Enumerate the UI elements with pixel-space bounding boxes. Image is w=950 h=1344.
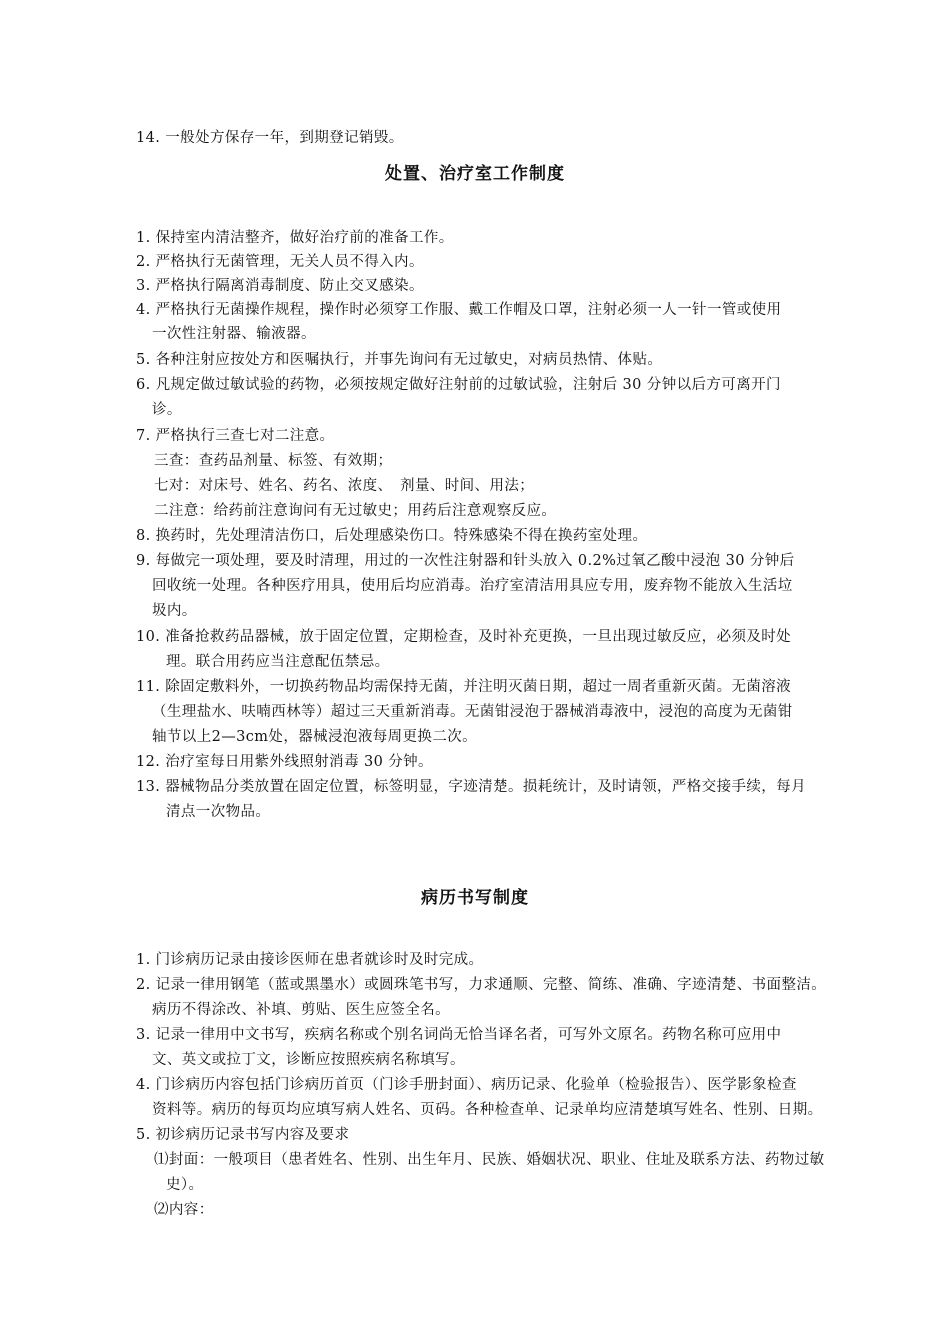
rule-line: 11. 除固定敷料外，一切换药物品均需保持无菌，并注明灭菌日期，超过一周者重新灭菌。无菌溶液 — [136, 679, 792, 695]
rule-line: 12. 治疗室每日用紫外线照射消毒 30 分钟。 — [136, 754, 433, 770]
rule-line-continued: 理。联合用药应当注意配伍禁忌。 — [166, 654, 390, 670]
rule-subitem: 三查：查药品剂量、标签、有效期； — [154, 453, 393, 469]
rule-line-continued: 轴节以上2—3cm处，器械浸泡液每周更换二次。 — [152, 729, 478, 745]
rule-line-continued: （生理盐水、呋喃西林等）超过三天重新消毒。无菌钳浸泡于器械消毒液中，浸泡的高度为无菌钳 — [152, 704, 793, 720]
rule-line: 5. 初诊病历记录书写内容及要求 — [136, 1127, 350, 1143]
rule-line: 13. 器械物品分类放置在固定位置，标签明显，字迹清楚。损耗统计，及时请领，严格交接手续，每月 — [136, 779, 806, 795]
rule-line-continued: 一次性注射器、输液器。 — [152, 326, 316, 342]
rule-line-continued: 病历不得涂改、补填、剪贴、医生应签全名。 — [152, 1002, 450, 1018]
rule-line: 5. 各种注射应按处方和医嘱执行，并事先询问有无过敏史，对病员热情、体贴。 — [136, 352, 663, 368]
rule-line: 2. 严格执行无菌管理，无关人员不得入内。 — [136, 254, 424, 270]
rule-line-continued: 清点一次物品。 — [166, 804, 271, 820]
section-title: 处置、治疗室工作制度 — [385, 164, 565, 184]
rule-line: 1. 门诊病历记录由接诊医师在患者就诊时及时完成。 — [136, 952, 484, 968]
rule-line-continued: 史）。 — [166, 1177, 204, 1193]
rule-line: 10. 准备抢救药品器械，放于固定位置，定期检查，及时补充更换，一旦出现过敏反应，必须及时处 — [136, 629, 792, 645]
rule-subitem: 二注意：给药前注意询问有无过敏史；用药后注意观察反应。 — [154, 503, 557, 519]
rule-line-continued: 诊。 — [152, 402, 182, 418]
rule-line: 3. 严格执行隔离消毒制度、防止交叉感染。 — [136, 278, 424, 294]
rule-subitem: 七对：对床号、姓名、药名、浓度、 剂量、时间、用法； — [154, 478, 535, 494]
rule-line: 4. 严格执行无菌操作规程，操作时必须穿工作服、戴工作帽及口罩，注射必须一人一针一管或使用 — [136, 302, 782, 318]
section-title: 病历书写制度 — [421, 888, 529, 908]
rule-line: 8. 换药时，先处理清洁伤口，后处理感染伤口。特殊感染不得在换药室处理。 — [136, 528, 648, 544]
rule-subitem: ⑴封面：一般项目（患者姓名、性别、出生年月、民族、婚姻状况、职业、住址及联系方法、药物过敏 — [154, 1152, 825, 1168]
rule-line-continued: 资料等。病历的每页均应填写病人姓名、页码。各种检查单、记录单均应清楚填写姓名、性别、日期。 — [152, 1102, 823, 1118]
rule-line: 4. 门诊病历内容包括门诊病历首页（门诊手册封面）、病历记录、化验单（检验报告）、医学影象检查 — [136, 1077, 797, 1093]
rule-line: 3. 记录一律用中文书写，疾病名称或个别名词尚无恰当译名者，可写外文原名。药物名称可应用中 — [136, 1027, 782, 1043]
rule-line-continued: 回收统一处理。各种医疗用具，使用后均应消毒。治疗室清洁用具应专用，废弃物不能放入生活垃 — [152, 578, 793, 594]
rule-line: 7. 严格执行三查七对二注意。 — [136, 428, 335, 444]
rule-subitem: ⑵内容： — [154, 1202, 214, 1218]
rule-line-continued: 文、英文或拉丁文，诊断应按照疾病名称填写。 — [152, 1052, 465, 1068]
rule-line: 9. 每做完一项处理，要及时清理，用过的一次性注射器和针头放入 0.2%过氧乙酸中浸泡 30 分钟后 — [136, 553, 795, 569]
rule-line: 2. 记录一律用钢笔（蓝或黑墨水）或圆珠笔书写，力求通顺、完整、简练、准确、字迹清楚、书面整洁。 — [136, 977, 827, 993]
rule-line-continued: 圾内。 — [152, 603, 197, 619]
rule-line: 6. 凡规定做过敏试验的药物，必须按规定做好注射前的过敏试验，注射后 30 分钟以后方可离开门 — [136, 377, 781, 393]
rule-line: 14. 一般处方保存一年，到期登记销毁。 — [136, 130, 404, 146]
rule-line: 1. 保持室内清洁整齐，做好治疗前的准备工作。 — [136, 230, 454, 246]
